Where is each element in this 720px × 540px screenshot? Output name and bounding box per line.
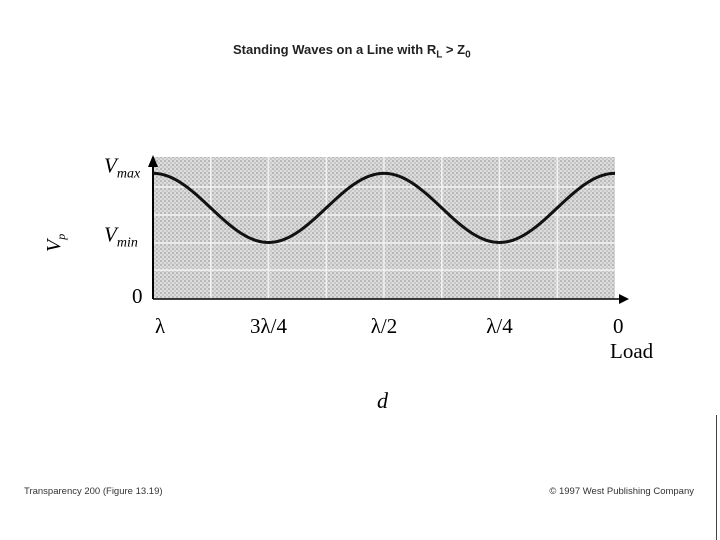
y-tick-label: $V_{min}$ [104,222,138,251]
x-tick-label: 3λ/4 [249,314,288,338]
x-tick-label: λ/2 [370,314,398,338]
footer-right: © 1997 West Publishing Company [549,486,694,497]
chart-title: Standing Waves on a Line with $R_L > Z_0$ [233,42,471,61]
y-axis-label [43,234,68,252]
x-tick-label: λ [155,314,166,338]
y-tick-label: 0 [132,284,143,308]
load-label: Load [610,339,654,363]
x-tick-label: λ/4 [486,314,513,338]
footer-left: Transparency 200 (Figure 13.19) [24,486,163,497]
x-axis-label: d [377,388,388,413]
x-axis-arrow [619,294,629,304]
y-tick-label: $V_{max}$ [104,153,141,182]
x-tick-label: 0 [613,314,624,338]
svg-text:Vp: $V_p$ [43,233,68,252]
edge-line [716,415,717,540]
